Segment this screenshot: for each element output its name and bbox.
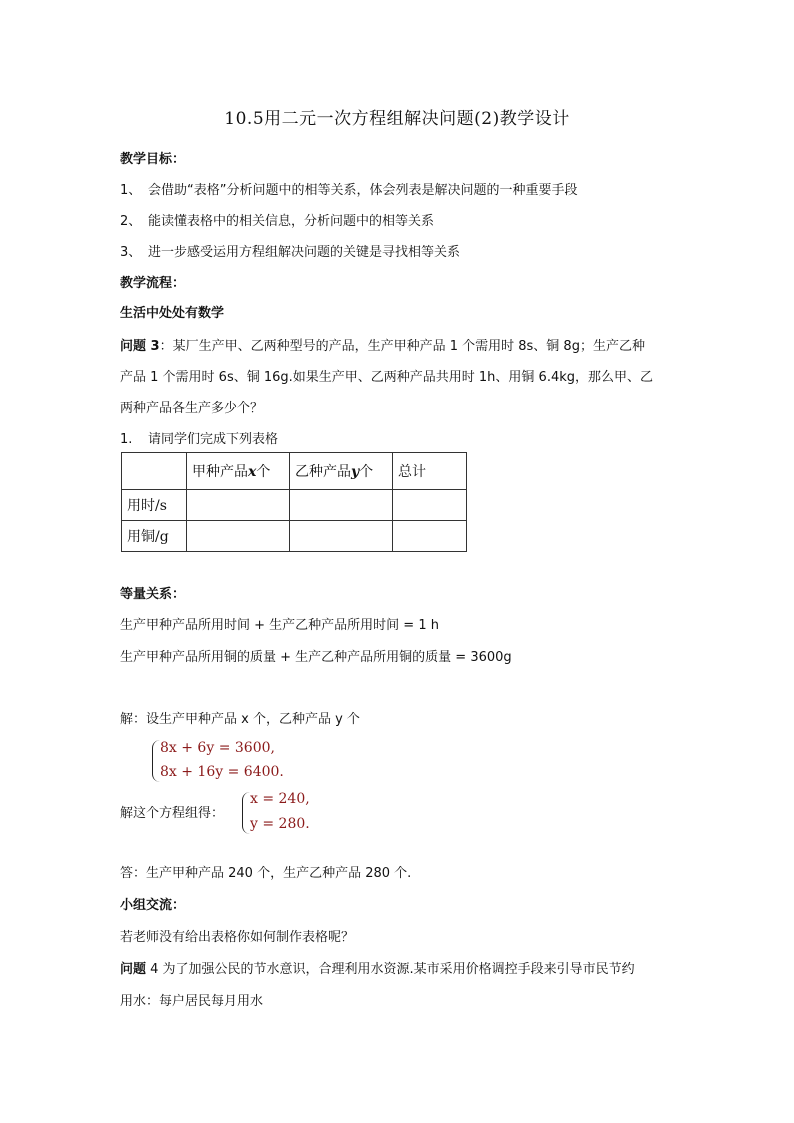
table-cell bbox=[290, 490, 393, 521]
relations-heading: 等量关系： bbox=[120, 587, 186, 602]
header-text: 乙种产品 bbox=[295, 464, 351, 480]
problem3-text: ：某厂生产甲、乙两种型号的产品，生产甲种产品 1 个需用时 8s、铜 8g；生产乙种 bbox=[159, 339, 645, 354]
objective-item bbox=[120, 210, 434, 229]
problem3-line: 产品 1 个需用时 6s、铜 16g.如果生产甲、乙两种产品共用时 1h、用铜 6.4kg，那么甲、乙 bbox=[120, 370, 654, 385]
table-header-cell bbox=[122, 453, 187, 490]
problem3-label: 问题 3 bbox=[120, 339, 160, 354]
table-header-cell bbox=[290, 453, 393, 490]
data-table bbox=[121, 452, 467, 552]
objectives-heading: 教学目标： bbox=[120, 152, 186, 167]
objective-item bbox=[120, 241, 460, 260]
row-label: 用铜/g bbox=[122, 521, 187, 552]
objective-item bbox=[120, 179, 577, 198]
header-unit: 个 bbox=[256, 464, 271, 480]
objective-text: 会借助“表格”分析问题中的相等关系，体会列表是解决问题的一种重要手段 bbox=[148, 183, 578, 198]
objective-number: 1、 bbox=[120, 183, 142, 198]
problem4-line bbox=[120, 958, 635, 977]
task-text: 请同学们完成下列表格 bbox=[148, 432, 279, 447]
objective-text: 能读懂表格中的相关信息，分析问题中的相等关系 bbox=[148, 214, 435, 229]
table-row bbox=[122, 521, 467, 552]
table-row bbox=[122, 490, 467, 521]
problem4-text: 4 为了加强公民的节水意识，合理利用水资源.某市采用价格调控手段来引导市民节约 bbox=[146, 962, 635, 977]
objective-number: 3、 bbox=[120, 245, 142, 260]
solution-intro: 解：设生产甲种产品 x 个，乙种产品 y 个 bbox=[120, 712, 360, 727]
group-question: 若老师没有给出表格你如何制作表格呢？ bbox=[120, 930, 355, 945]
equation: x = 240, bbox=[250, 791, 310, 807]
table-header-cell: 总计 bbox=[393, 453, 467, 490]
table-cell bbox=[393, 490, 467, 521]
page-title: 10.5用二元一次方程组解决问题(2)教学设计 bbox=[224, 109, 570, 129]
header-text: 甲种产品 bbox=[192, 464, 248, 480]
task-number: 1. bbox=[120, 432, 133, 447]
group-heading: 小组交流： bbox=[120, 898, 186, 913]
variable-y: y bbox=[351, 464, 360, 480]
problem4-line: 用水：每户居民每月用水 bbox=[120, 994, 264, 1009]
variable-x: x bbox=[248, 464, 257, 480]
section-heading: 生活中处处有数学 bbox=[120, 306, 225, 321]
header-unit: 个 bbox=[359, 464, 374, 480]
relation-line: 生产甲种产品所用铜的质量 + 生产乙种产品所用铜的质量 = 3600g bbox=[120, 650, 512, 665]
equation: 8x + 6y = 3600, bbox=[160, 740, 275, 756]
objective-number: 2、 bbox=[120, 214, 142, 229]
problem4-label: 问题 bbox=[120, 962, 147, 977]
table-cell bbox=[290, 521, 393, 552]
problem3-line bbox=[120, 335, 645, 354]
equation: 8x + 16y = 6400. bbox=[160, 764, 284, 780]
table-header-row bbox=[122, 453, 467, 490]
objective-text: 进一步感受运用方程组解决问题的关键是寻找相等关系 bbox=[148, 245, 461, 260]
table-cell bbox=[393, 521, 467, 552]
table-header-cell bbox=[187, 453, 290, 490]
problem3-line: 两种产品各生产多少个？ bbox=[120, 401, 264, 416]
equation: y = 280. bbox=[250, 816, 310, 832]
task-instruction bbox=[120, 428, 278, 447]
relation-line: 生产甲种产品所用时间 + 生产乙种产品所用时间 = 1 h bbox=[120, 618, 439, 633]
process-heading: 教学流程： bbox=[120, 276, 186, 291]
answer-line: 答：生产甲种产品 240 个，生产乙种产品 280 个. bbox=[120, 866, 412, 881]
table-cell bbox=[187, 490, 290, 521]
table-cell bbox=[187, 521, 290, 552]
solve-label: 解这个方程组得： bbox=[120, 806, 225, 821]
row-label: 用时/s bbox=[122, 490, 187, 521]
